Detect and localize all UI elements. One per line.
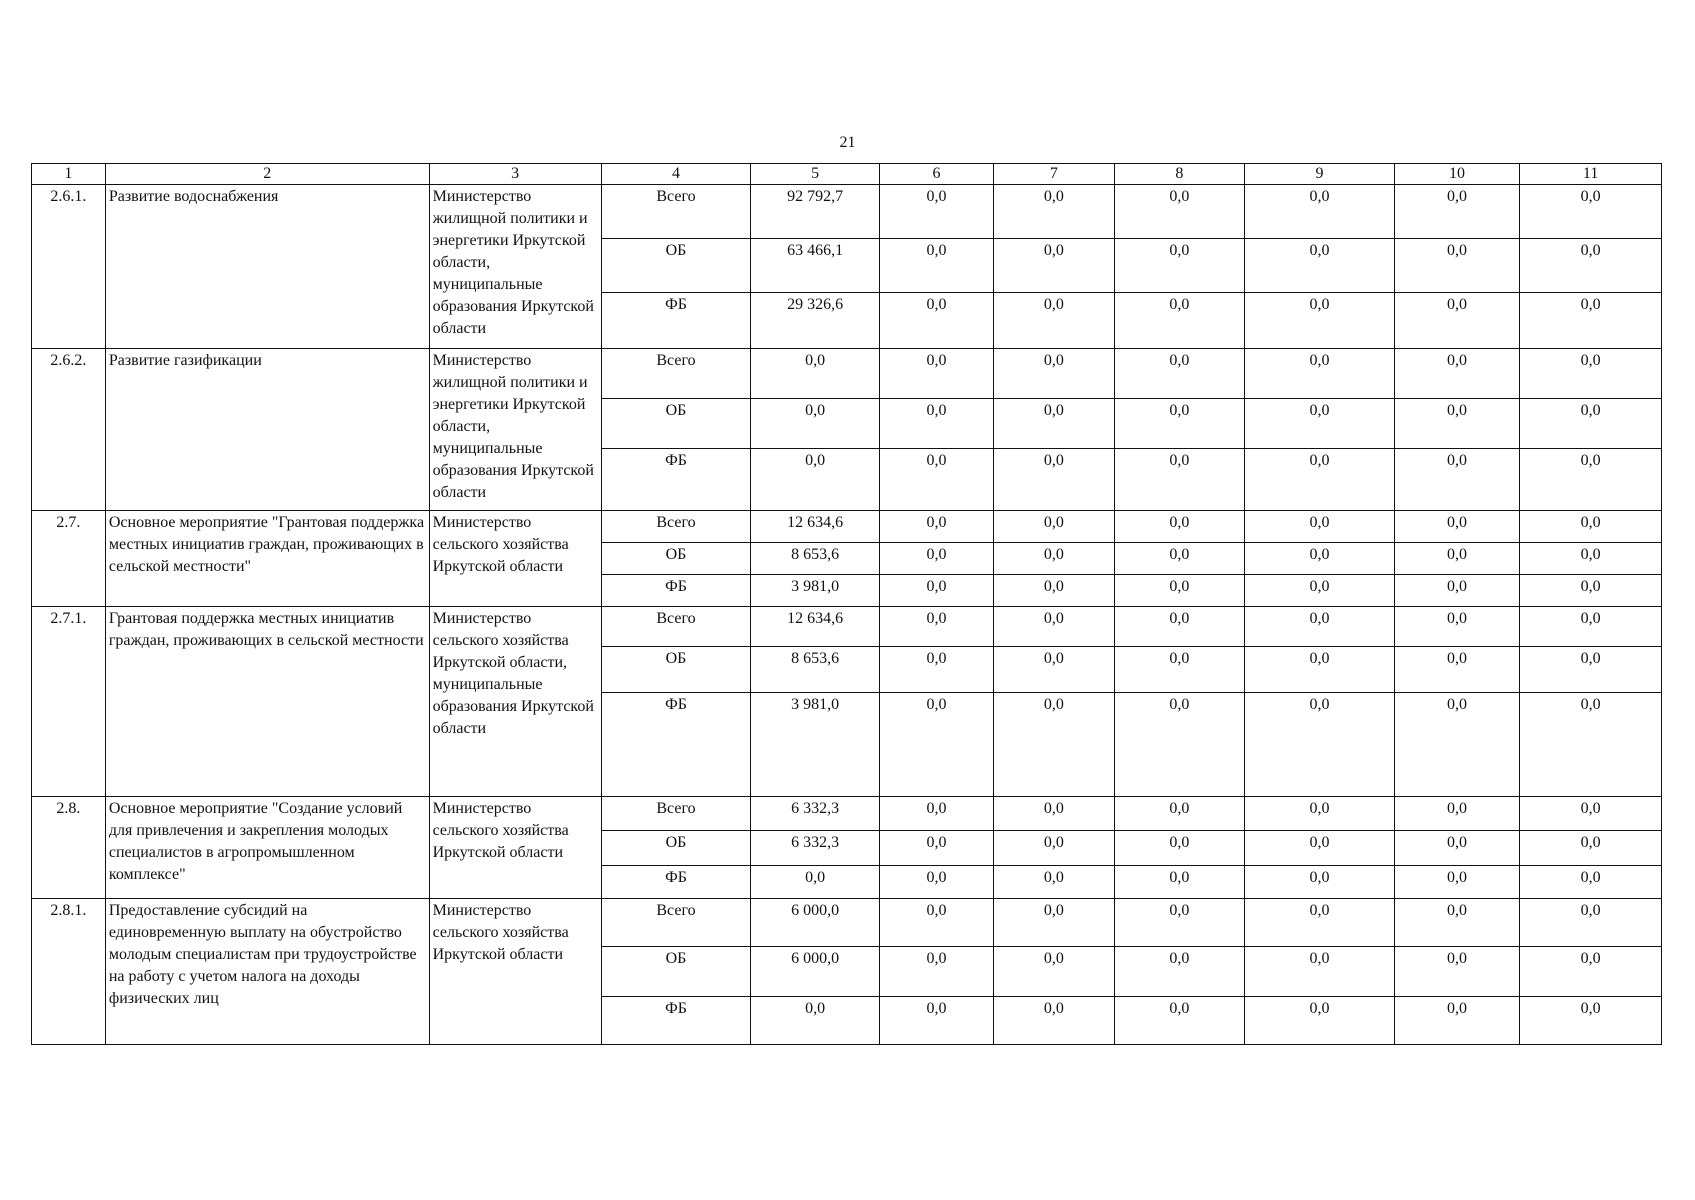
amount-cell: 0,0 xyxy=(1114,947,1245,997)
amount-cell: 0,0 xyxy=(751,997,879,1045)
amount-cell: 6 332,3 xyxy=(751,797,879,831)
amount-cell: 0,0 xyxy=(1114,647,1245,693)
amount-cell: 0,0 xyxy=(1394,866,1519,899)
amount-cell: 3 981,0 xyxy=(751,575,879,607)
amount-cell: 0,0 xyxy=(879,399,993,449)
amount-cell: 0,0 xyxy=(879,997,993,1045)
item-name: Развитие газификации xyxy=(105,349,429,511)
amount-cell: 0,0 xyxy=(1114,293,1245,349)
column-header: 10 xyxy=(1394,164,1519,185)
amount-cell: 0,0 xyxy=(1245,831,1395,866)
amount-cell: 0,0 xyxy=(751,449,879,511)
amount-cell: 0,0 xyxy=(994,349,1114,399)
item-executor: Министерство жилищной политики и энергетики Иркутской области, муниципальные образования Иркутской области xyxy=(429,185,601,349)
amount-cell: 0,0 xyxy=(879,797,993,831)
amount-cell: 0,0 xyxy=(1520,866,1662,899)
item-name: Предоставление субсидий на единовременную выплату на обустройство молодым специалистам при трудоустройстве на работу с учетом налога на доходы физических лиц xyxy=(105,899,429,1045)
amount-cell: 0,0 xyxy=(994,693,1114,797)
amount-cell: 0,0 xyxy=(1520,543,1662,575)
table-row xyxy=(32,607,1662,647)
amount-cell: 0,0 xyxy=(994,449,1114,511)
amount-cell: 0,0 xyxy=(1114,607,1245,647)
amount-cell: 0,0 xyxy=(1245,449,1395,511)
amount-cell: 0,0 xyxy=(879,511,993,543)
amount-cell: 0,0 xyxy=(879,947,993,997)
amount-cell: 0,0 xyxy=(1394,831,1519,866)
amount-cell: 0,0 xyxy=(1520,449,1662,511)
amount-cell: 0,0 xyxy=(1394,239,1519,293)
funding-source: ОБ xyxy=(601,543,751,575)
amount-cell: 0,0 xyxy=(1245,899,1395,947)
amount-cell: 0,0 xyxy=(879,575,993,607)
amount-cell: 0,0 xyxy=(1394,511,1519,543)
amount-cell: 0,0 xyxy=(1520,647,1662,693)
amount-cell: 0,0 xyxy=(1520,899,1662,947)
column-header: 3 xyxy=(429,164,601,185)
amount-cell: 0,0 xyxy=(1114,997,1245,1045)
column-header: 6 xyxy=(879,164,993,185)
funding-source: ФБ xyxy=(601,866,751,899)
amount-cell: 0,0 xyxy=(1520,831,1662,866)
funding-source: Всего xyxy=(601,185,751,239)
funding-source: ОБ xyxy=(601,239,751,293)
amount-cell: 0,0 xyxy=(994,575,1114,607)
funding-source: ФБ xyxy=(601,449,751,511)
column-header: 7 xyxy=(994,164,1114,185)
amount-cell: 0,0 xyxy=(1114,399,1245,449)
item-executor: Министерство сельского хозяйства Иркутской области xyxy=(429,511,601,607)
amount-cell: 0,0 xyxy=(994,899,1114,947)
amount-cell: 0,0 xyxy=(994,399,1114,449)
item-name: Основное мероприятие "Создание условий для привлечения и закрепления молодых специалистов в агропромышленном комплексе" xyxy=(105,797,429,899)
column-header: 8 xyxy=(1114,164,1245,185)
amount-cell: 0,0 xyxy=(1394,349,1519,399)
item-number: 2.8. xyxy=(32,797,106,899)
amount-cell: 12 634,6 xyxy=(751,607,879,647)
amount-cell: 0,0 xyxy=(1394,449,1519,511)
column-header: 2 xyxy=(105,164,429,185)
column-header: 9 xyxy=(1245,164,1395,185)
amount-cell: 0,0 xyxy=(1245,693,1395,797)
amount-cell: 0,0 xyxy=(1114,511,1245,543)
amount-cell: 0,0 xyxy=(1114,797,1245,831)
funding-source: Всего xyxy=(601,349,751,399)
amount-cell: 0,0 xyxy=(1114,693,1245,797)
amount-cell: 0,0 xyxy=(1520,293,1662,349)
amount-cell: 0,0 xyxy=(1114,866,1245,899)
item-name: Основное мероприятие "Грантовая поддержка местных инициатив граждан, проживающих в сельской местности" xyxy=(105,511,429,607)
amount-cell: 0,0 xyxy=(994,607,1114,647)
column-header: 1 xyxy=(32,164,106,185)
amount-cell: 0,0 xyxy=(1245,866,1395,899)
item-executor: Министерство сельского хозяйства Иркутской области, муниципальные образования Иркутской области xyxy=(429,607,601,797)
amount-cell: 0,0 xyxy=(1520,511,1662,543)
amount-cell: 0,0 xyxy=(1520,947,1662,997)
amount-cell: 0,0 xyxy=(1114,831,1245,866)
amount-cell: 0,0 xyxy=(1245,797,1395,831)
table-body xyxy=(32,185,1662,1045)
amount-cell: 0,0 xyxy=(994,947,1114,997)
amount-cell: 0,0 xyxy=(1114,543,1245,575)
funding-source: ОБ xyxy=(601,647,751,693)
amount-cell: 0,0 xyxy=(994,866,1114,899)
amount-cell: 63 466,1 xyxy=(751,239,879,293)
item-name: Грантовая поддержка местных инициатив граждан, проживающих в сельской местности xyxy=(105,607,429,797)
item-number: 2.7. xyxy=(32,511,106,607)
amount-cell: 0,0 xyxy=(1245,293,1395,349)
table-row xyxy=(32,185,1662,239)
item-executor: Министерство сельского хозяйства Иркутской области xyxy=(429,797,601,899)
amount-cell: 0,0 xyxy=(1394,293,1519,349)
amount-cell: 0,0 xyxy=(1394,543,1519,575)
amount-cell: 0,0 xyxy=(1520,997,1662,1045)
amount-cell: 0,0 xyxy=(751,399,879,449)
column-header: 11 xyxy=(1520,164,1662,185)
amount-cell: 0,0 xyxy=(1245,511,1395,543)
amount-cell: 0,0 xyxy=(1520,239,1662,293)
amount-cell: 0,0 xyxy=(1520,399,1662,449)
funding-source: ФБ xyxy=(601,575,751,607)
amount-cell: 6 000,0 xyxy=(751,947,879,997)
amount-cell: 0,0 xyxy=(879,866,993,899)
amount-cell: 0,0 xyxy=(1520,797,1662,831)
amount-cell: 0,0 xyxy=(1114,185,1245,239)
amount-cell: 0,0 xyxy=(751,866,879,899)
amount-cell: 0,0 xyxy=(1245,647,1395,693)
amount-cell: 0,0 xyxy=(994,511,1114,543)
amount-cell: 0,0 xyxy=(994,797,1114,831)
amount-cell: 0,0 xyxy=(879,693,993,797)
amount-cell: 0,0 xyxy=(1245,185,1395,239)
amount-cell: 0,0 xyxy=(1114,449,1245,511)
table-row xyxy=(32,797,1662,831)
amount-cell: 0,0 xyxy=(1114,899,1245,947)
funding-source: Всего xyxy=(601,607,751,647)
amount-cell: 0,0 xyxy=(994,293,1114,349)
funding-source: ФБ xyxy=(601,693,751,797)
item-executor: Министерство жилищной политики и энергетики Иркутской области, муниципальные образования Иркутской области xyxy=(429,349,601,511)
amount-cell: 0,0 xyxy=(1394,997,1519,1045)
amount-cell: 0,0 xyxy=(1520,349,1662,399)
amount-cell: 92 792,7 xyxy=(751,185,879,239)
amount-cell: 8 653,6 xyxy=(751,647,879,693)
funding-source: Всего xyxy=(601,511,751,543)
amount-cell: 0,0 xyxy=(1520,693,1662,797)
item-executor: Министерство сельского хозяйства Иркутской области xyxy=(429,899,601,1045)
amount-cell: 0,0 xyxy=(1245,399,1395,449)
column-header: 4 xyxy=(601,164,751,185)
budget-table xyxy=(31,163,1662,1045)
amount-cell: 12 634,6 xyxy=(751,511,879,543)
item-number: 2.8.1. xyxy=(32,899,106,1045)
amount-cell: 0,0 xyxy=(1114,239,1245,293)
item-name: Развитие водоснабжения xyxy=(105,185,429,349)
amount-cell: 3 981,0 xyxy=(751,693,879,797)
column-number-row xyxy=(32,164,1662,185)
column-header: 5 xyxy=(751,164,879,185)
amount-cell: 0,0 xyxy=(1245,349,1395,399)
amount-cell: 0,0 xyxy=(1114,349,1245,399)
amount-cell: 0,0 xyxy=(994,239,1114,293)
table-row xyxy=(32,511,1662,543)
item-number: 2.7.1. xyxy=(32,607,106,797)
funding-source: ФБ xyxy=(601,997,751,1045)
amount-cell: 0,0 xyxy=(1520,607,1662,647)
funding-source: ОБ xyxy=(601,831,751,866)
amount-cell: 0,0 xyxy=(1245,543,1395,575)
amount-cell: 0,0 xyxy=(1520,575,1662,607)
amount-cell: 0,0 xyxy=(1245,607,1395,647)
amount-cell: 0,0 xyxy=(994,543,1114,575)
amount-cell: 0,0 xyxy=(994,647,1114,693)
table-row xyxy=(32,899,1662,947)
amount-cell: 0,0 xyxy=(1394,797,1519,831)
amount-cell: 0,0 xyxy=(994,831,1114,866)
funding-source: ОБ xyxy=(601,399,751,449)
amount-cell: 0,0 xyxy=(1520,185,1662,239)
amount-cell: 0,0 xyxy=(879,185,993,239)
amount-cell: 0,0 xyxy=(879,899,993,947)
amount-cell: 0,0 xyxy=(879,831,993,866)
amount-cell: 0,0 xyxy=(1245,575,1395,607)
amount-cell: 0,0 xyxy=(1394,693,1519,797)
funding-source: ФБ xyxy=(601,293,751,349)
item-number: 2.6.2. xyxy=(32,349,106,511)
amount-cell: 0,0 xyxy=(1245,997,1395,1045)
amount-cell: 29 326,6 xyxy=(751,293,879,349)
funding-source: ОБ xyxy=(601,947,751,997)
amount-cell: 0,0 xyxy=(751,349,879,399)
amount-cell: 0,0 xyxy=(879,647,993,693)
amount-cell: 0,0 xyxy=(1394,947,1519,997)
amount-cell: 0,0 xyxy=(1394,575,1519,607)
amount-cell: 0,0 xyxy=(1245,947,1395,997)
amount-cell: 6 332,3 xyxy=(751,831,879,866)
amount-cell: 0,0 xyxy=(1394,399,1519,449)
amount-cell: 0,0 xyxy=(879,349,993,399)
amount-cell: 0,0 xyxy=(994,185,1114,239)
amount-cell: 0,0 xyxy=(1394,185,1519,239)
amount-cell: 6 000,0 xyxy=(751,899,879,947)
amount-cell: 0,0 xyxy=(1394,607,1519,647)
amount-cell: 0,0 xyxy=(1245,239,1395,293)
table-row xyxy=(32,349,1662,399)
amount-cell: 0,0 xyxy=(879,543,993,575)
amount-cell: 0,0 xyxy=(879,239,993,293)
amount-cell: 0,0 xyxy=(879,607,993,647)
funding-source: Всего xyxy=(601,899,751,947)
page-number: 21 xyxy=(839,134,856,151)
amount-cell: 0,0 xyxy=(1394,899,1519,947)
funding-source: Всего xyxy=(601,797,751,831)
amount-cell: 0,0 xyxy=(1394,647,1519,693)
amount-cell: 0,0 xyxy=(879,449,993,511)
item-number: 2.6.1. xyxy=(32,185,106,349)
amount-cell: 8 653,6 xyxy=(751,543,879,575)
amount-cell: 0,0 xyxy=(879,293,993,349)
amount-cell: 0,0 xyxy=(1114,575,1245,607)
amount-cell: 0,0 xyxy=(994,997,1114,1045)
